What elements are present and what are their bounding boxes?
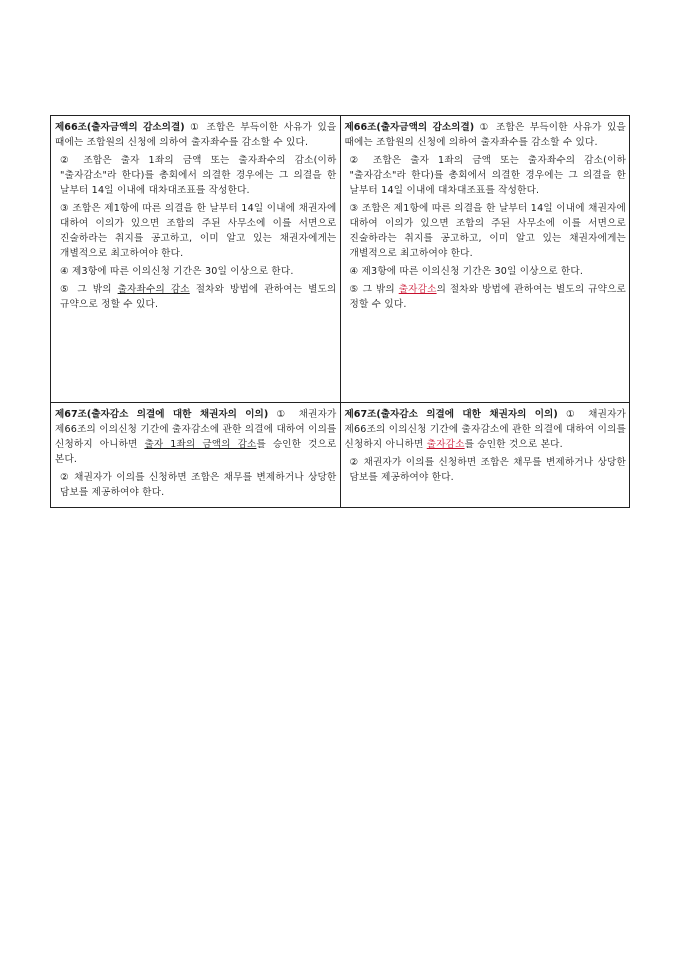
article-67-old-para-2: ② 채권자가 이의를 신청하면 조합은 채무를 변제하거나 상당한 담보를 제공하여야 한다. [60,472,337,498]
article-67-new-para-1-pre: ① 채권자가 제66조의 이의신청 기간에 출자감소에 관한 의결에 대하여 이의를 신청하지 아니하면 [344,409,627,450]
article-66-old-p1 [55,120,337,150]
article-66-old-cell [51,116,341,403]
article-66-new-para-3: ③ 조합은 제1항에 따른 의결을 한 날부터 14일 이내에 채권자에 대하여 이의가 있으면 조합의 주된 사무소에 이를 서면으로 진술하라는 취지를 공고하고, 이미 알고 있는 채권자에게는 개별적으로 최고하여야 한다. [349,203,626,259]
article-66-old-para-2: ② 조합은 출자 1좌의 금액 또는 출자좌수의 감소(이하 "출자감소"라 한다)를 총회에서 의결한 경우에는 그 의결을 한 날부터 14일 이내에 대차대조표를 작성한다. [60,155,337,196]
article-66-old-para-1: ① 조합은 부득이한 사유가 있을 때에는 조합원의 신청에 의하여 출자좌수를 감소할 수 있다. [55,122,337,148]
article-66-old-para-4: ④ 제3항에 따른 이의신청 기간은 30일 이상으로 한다. [60,266,294,277]
article-67-old-para-1-post: 를 승인한 것으로 본다. [55,439,337,465]
article-67-old-cell [51,403,341,508]
article-66-old-title: 제66조(출자금액의 감소의결) [55,122,185,133]
article-66-new-para-5-post: 의 절차와 방법에 관하여는 별도의 규약으로 정할 수 있다. [349,284,627,310]
article-67-new-cell [340,403,630,508]
comparison-table [50,115,630,508]
article-66-new-p1 [345,120,627,150]
amended-text: 출자감소 [426,439,465,450]
article-67-old-p1 [55,407,337,467]
article-66-new-para-1: ① 조합은 부득이한 사유가 있을 때에는 조합원의 신청에 의하여 출자좌수를 감소할 수 있다. [344,122,626,148]
article-66-new-para-5 [345,282,627,312]
amended-text: 출자감소 [398,284,437,295]
underlined-text: 출자 1좌의 금액의 감소 [144,439,257,450]
article-67-old-title: 제67조(출자감소 의결에 대한 채권자의 이의) [55,409,269,420]
article-67-old-para-1-pre: ① 채권자가 제66조의 이의신청 기간에 출자감소에 관한 의결에 대하여 이의를 신청하지 아니하면 [55,409,337,450]
article-67-new-title: 제67조(출자감소 의결에 대한 채권자의 이의) [344,409,558,420]
article-66-old-para-5-pre: ⑤ 그 밖의 [60,284,118,295]
article-66-old-para-5 [55,282,337,312]
article-67-new-p1 [345,407,627,452]
article-66-new-cell [340,116,630,403]
article-66-old-para-3: ③ 조합은 제1항에 따른 의결을 한 날부터 14일 이내에 채권자에 대하여 이의가 있으면 조합의 주된 사무소에 이를 서면으로 진술하라는 취지를 공고하고, 이미 알고 있는 채권자에게는 개별적으로 최고하여야 한다. [60,203,337,259]
article-66-new-title: 제66조(출자금액의 감소의결) [344,122,475,133]
article-66-new-para-2: ② 조합은 출자 1좌의 금액 또는 출자좌수의 감소(이하 "출자감소"라 한다)를 총회에서 의결한 경우에는 그 의결을 한 날부터 14일 이내에 대차대조표를 작성한다. [349,155,626,196]
article-67-new-para-2: ② 채권자가 이의를 신청하면 조합은 채무를 변제하거나 상당한 담보를 제공하여야 한다. [349,457,626,483]
table-row-article-67 [51,403,630,508]
article-67-new-para-1-post: 를 승인한 것으로 본다. [464,439,563,450]
table-row-article-66 [51,116,630,403]
article-66-new-para-4: ④ 제3항에 따른 이의신청 기간은 30일 이상으로 한다. [349,266,584,277]
article-66-old-para-5-post: 절차와 방법에 관하여는 별도의 규약으로 정할 수 있다. [60,284,337,310]
article-66-new-para-5-pre: ⑤ 그 밖의 [349,284,399,295]
underlined-text: 출자좌수의 감소 [117,284,190,295]
